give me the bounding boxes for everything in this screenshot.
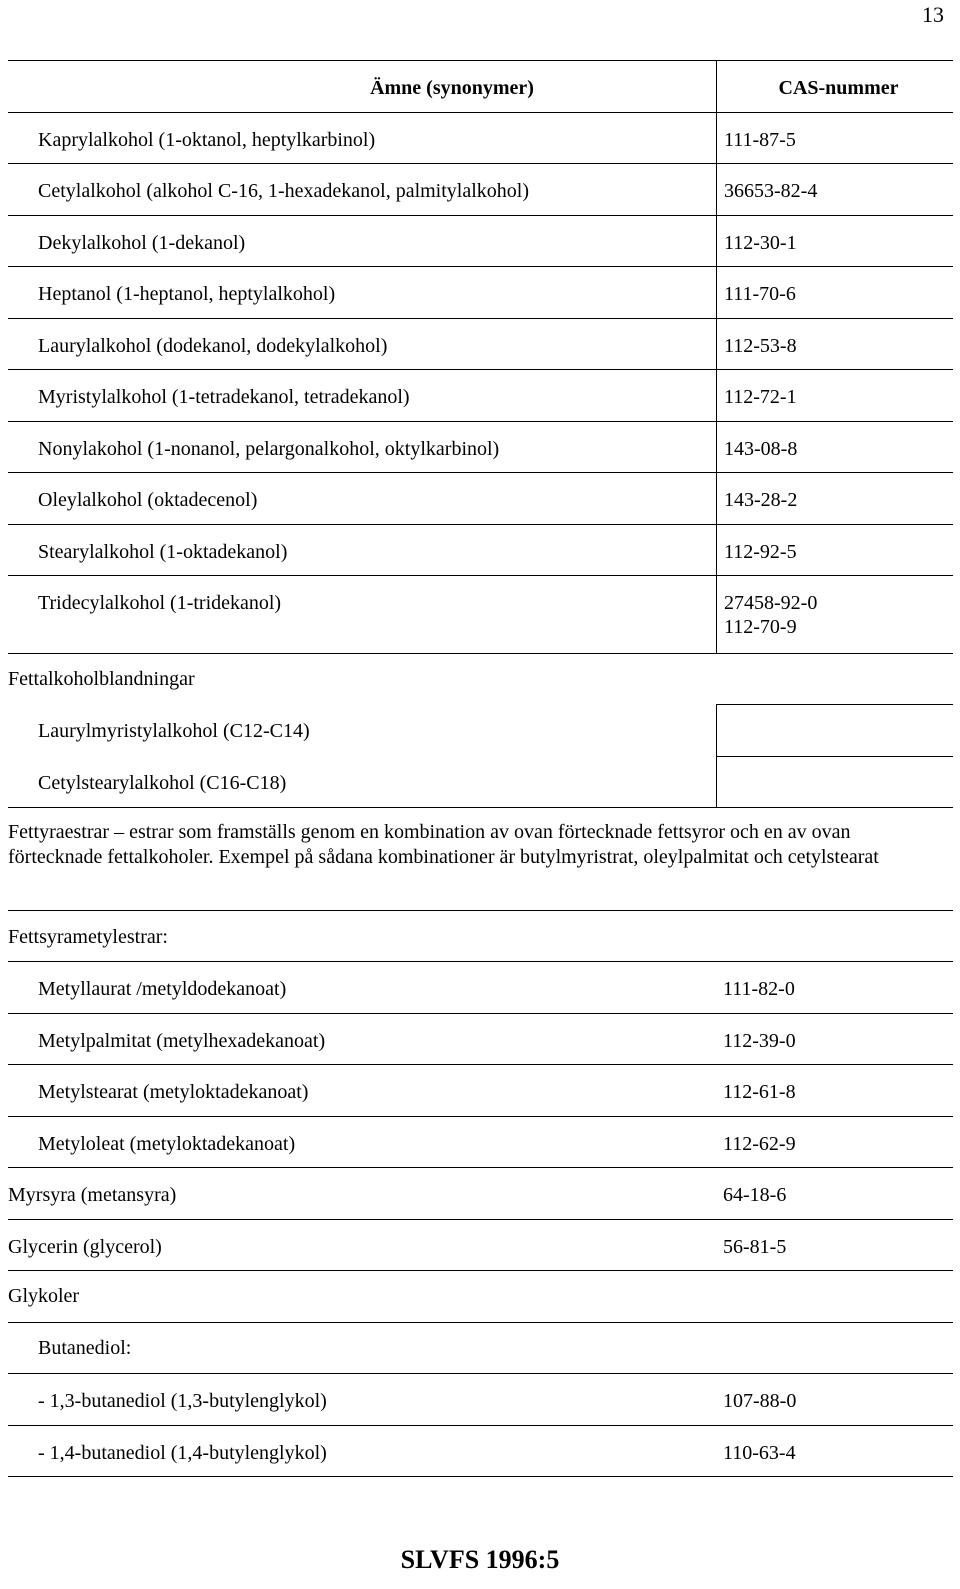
cas-number: 112-61-8 <box>723 1081 796 1103</box>
substance-name: Laurylalkohol (dodekanol, dodekylalkohol) <box>38 335 388 357</box>
table-row <box>8 1373 953 1425</box>
cas-number: 112-39-0 <box>723 1030 796 1052</box>
cas-number: 107-88-0 <box>723 1390 797 1412</box>
cas-number: 110-63-4 <box>723 1442 796 1464</box>
section-heading: Butanediol: <box>38 1337 132 1359</box>
table-row <box>8 163 953 215</box>
section-row <box>8 653 953 704</box>
table-row <box>8 1064 953 1116</box>
section-paragraph: Fettyraestrar – estrar som framställs genom en kombination av ovan förtecknade fettsyror och en av ovan förtecknade fettalkoholer. Exempel på sådana kombinationer är butylmyristrat, oleylpalmitat och cetylstearat <box>8 821 879 868</box>
table-row <box>8 704 953 756</box>
table-row <box>8 1167 953 1219</box>
substance-name: Laurylmyristylalkohol (C12-C14) <box>38 720 310 742</box>
section-heading: Fettsyrametylestrar: <box>8 926 168 948</box>
substance-table <box>8 60 953 1477</box>
table-row <box>8 266 953 318</box>
cas-number: 112-70-9 <box>724 616 797 638</box>
section-heading: Glykoler <box>8 1285 80 1307</box>
table-row <box>8 1219 953 1270</box>
table-row <box>8 524 953 575</box>
document-code: SLVFS 1996:5 <box>400 1545 560 1574</box>
substance-name: Metylstearat (metyloktadekanoat) <box>38 1081 309 1103</box>
cas-number: 111-87-5 <box>716 113 953 163</box>
substance-name: Stearylalkohol (1-oktadekanol) <box>38 541 288 563</box>
substance-name: Oleylalkohol (oktadecenol) <box>38 489 258 511</box>
table-row <box>8 1116 953 1167</box>
substance-name: - 1,4-butanediol (1,4-butylenglykol) <box>38 1442 327 1464</box>
cas-cell-empty <box>716 704 953 756</box>
substance-name: Tridecylalkohol (1-tridekanol) <box>38 592 282 614</box>
section-row <box>8 807 953 910</box>
table-row <box>8 756 953 807</box>
substance-name: Kaprylalkohol (1-oktanol, heptylkarbinol) <box>38 129 376 151</box>
cas-number: 143-08-8 <box>716 422 953 472</box>
substance-name: Cetylstearylalkohol (C16-C18) <box>38 772 287 794</box>
page-number: 13 <box>922 2 944 27</box>
cas-number: 112-53-8 <box>716 319 953 369</box>
table-row <box>8 318 953 369</box>
table-row <box>8 369 953 421</box>
substance-name: Dekylalkohol (1-dekanol) <box>38 232 246 254</box>
table-row <box>8 961 953 1013</box>
cas-number: 112-62-9 <box>723 1133 796 1155</box>
section-row <box>8 910 953 961</box>
substance-name: - 1,3-butanediol (1,3-butylenglykol) <box>38 1390 327 1412</box>
cas-number: 111-70-6 <box>716 267 953 318</box>
cas-number: 112-92-5 <box>716 525 953 575</box>
substance-name: Nonylakohol (1-nonanol, pelargonalkohol, oktylkarbinol) <box>38 438 500 460</box>
substance-name: Glycerin (glycerol) <box>8 1236 162 1258</box>
cas-number: 112-30-1 <box>716 216 953 266</box>
cas-cell-empty <box>716 756 953 807</box>
substance-name: Myristylalkohol (1-tetradekanol, tetradekanol) <box>38 386 410 408</box>
cas-number: 56-81-5 <box>723 1236 787 1258</box>
cas-number: 112-72-1 <box>716 370 953 421</box>
cas-number: 143-28-2 <box>716 473 953 524</box>
cas-number: 27458-92-0 <box>724 592 818 614</box>
table-row <box>8 1013 953 1064</box>
section-row <box>8 1322 953 1373</box>
section-row <box>8 1270 953 1322</box>
header-cas: CAS-nummer <box>716 61 953 112</box>
cas-number: 36653-82-4 <box>716 164 953 215</box>
substance-name: Metyllaurat /metyldodekanoat) <box>38 978 287 1000</box>
substance-name: Myrsyra (metansyra) <box>8 1184 177 1206</box>
table-row <box>8 112 953 163</box>
header-substance: Ämne (synonymer) <box>370 77 534 99</box>
substance-name: Metyloleat (metyloktadekanoat) <box>38 1133 296 1155</box>
table-row <box>8 421 953 472</box>
substance-name: Cetylalkohol (alkohol C-16, 1-hexadekanol, palmitylalkohol) <box>38 180 530 202</box>
cas-number-multi <box>716 576 953 653</box>
table-row <box>8 215 953 266</box>
cas-number: 111-82-0 <box>723 978 795 1000</box>
table-row <box>8 575 953 653</box>
substance-name: Heptanol (1-heptanol, heptylalkohol) <box>38 283 336 305</box>
cas-number: 64-18-6 <box>723 1184 787 1206</box>
table-row <box>8 1425 953 1477</box>
table-header-row <box>8 60 953 112</box>
section-heading: Fettalkoholblandningar <box>8 668 195 690</box>
table-row <box>8 472 953 524</box>
substance-name: Metylpalmitat (metylhexadekanoat) <box>38 1030 326 1052</box>
